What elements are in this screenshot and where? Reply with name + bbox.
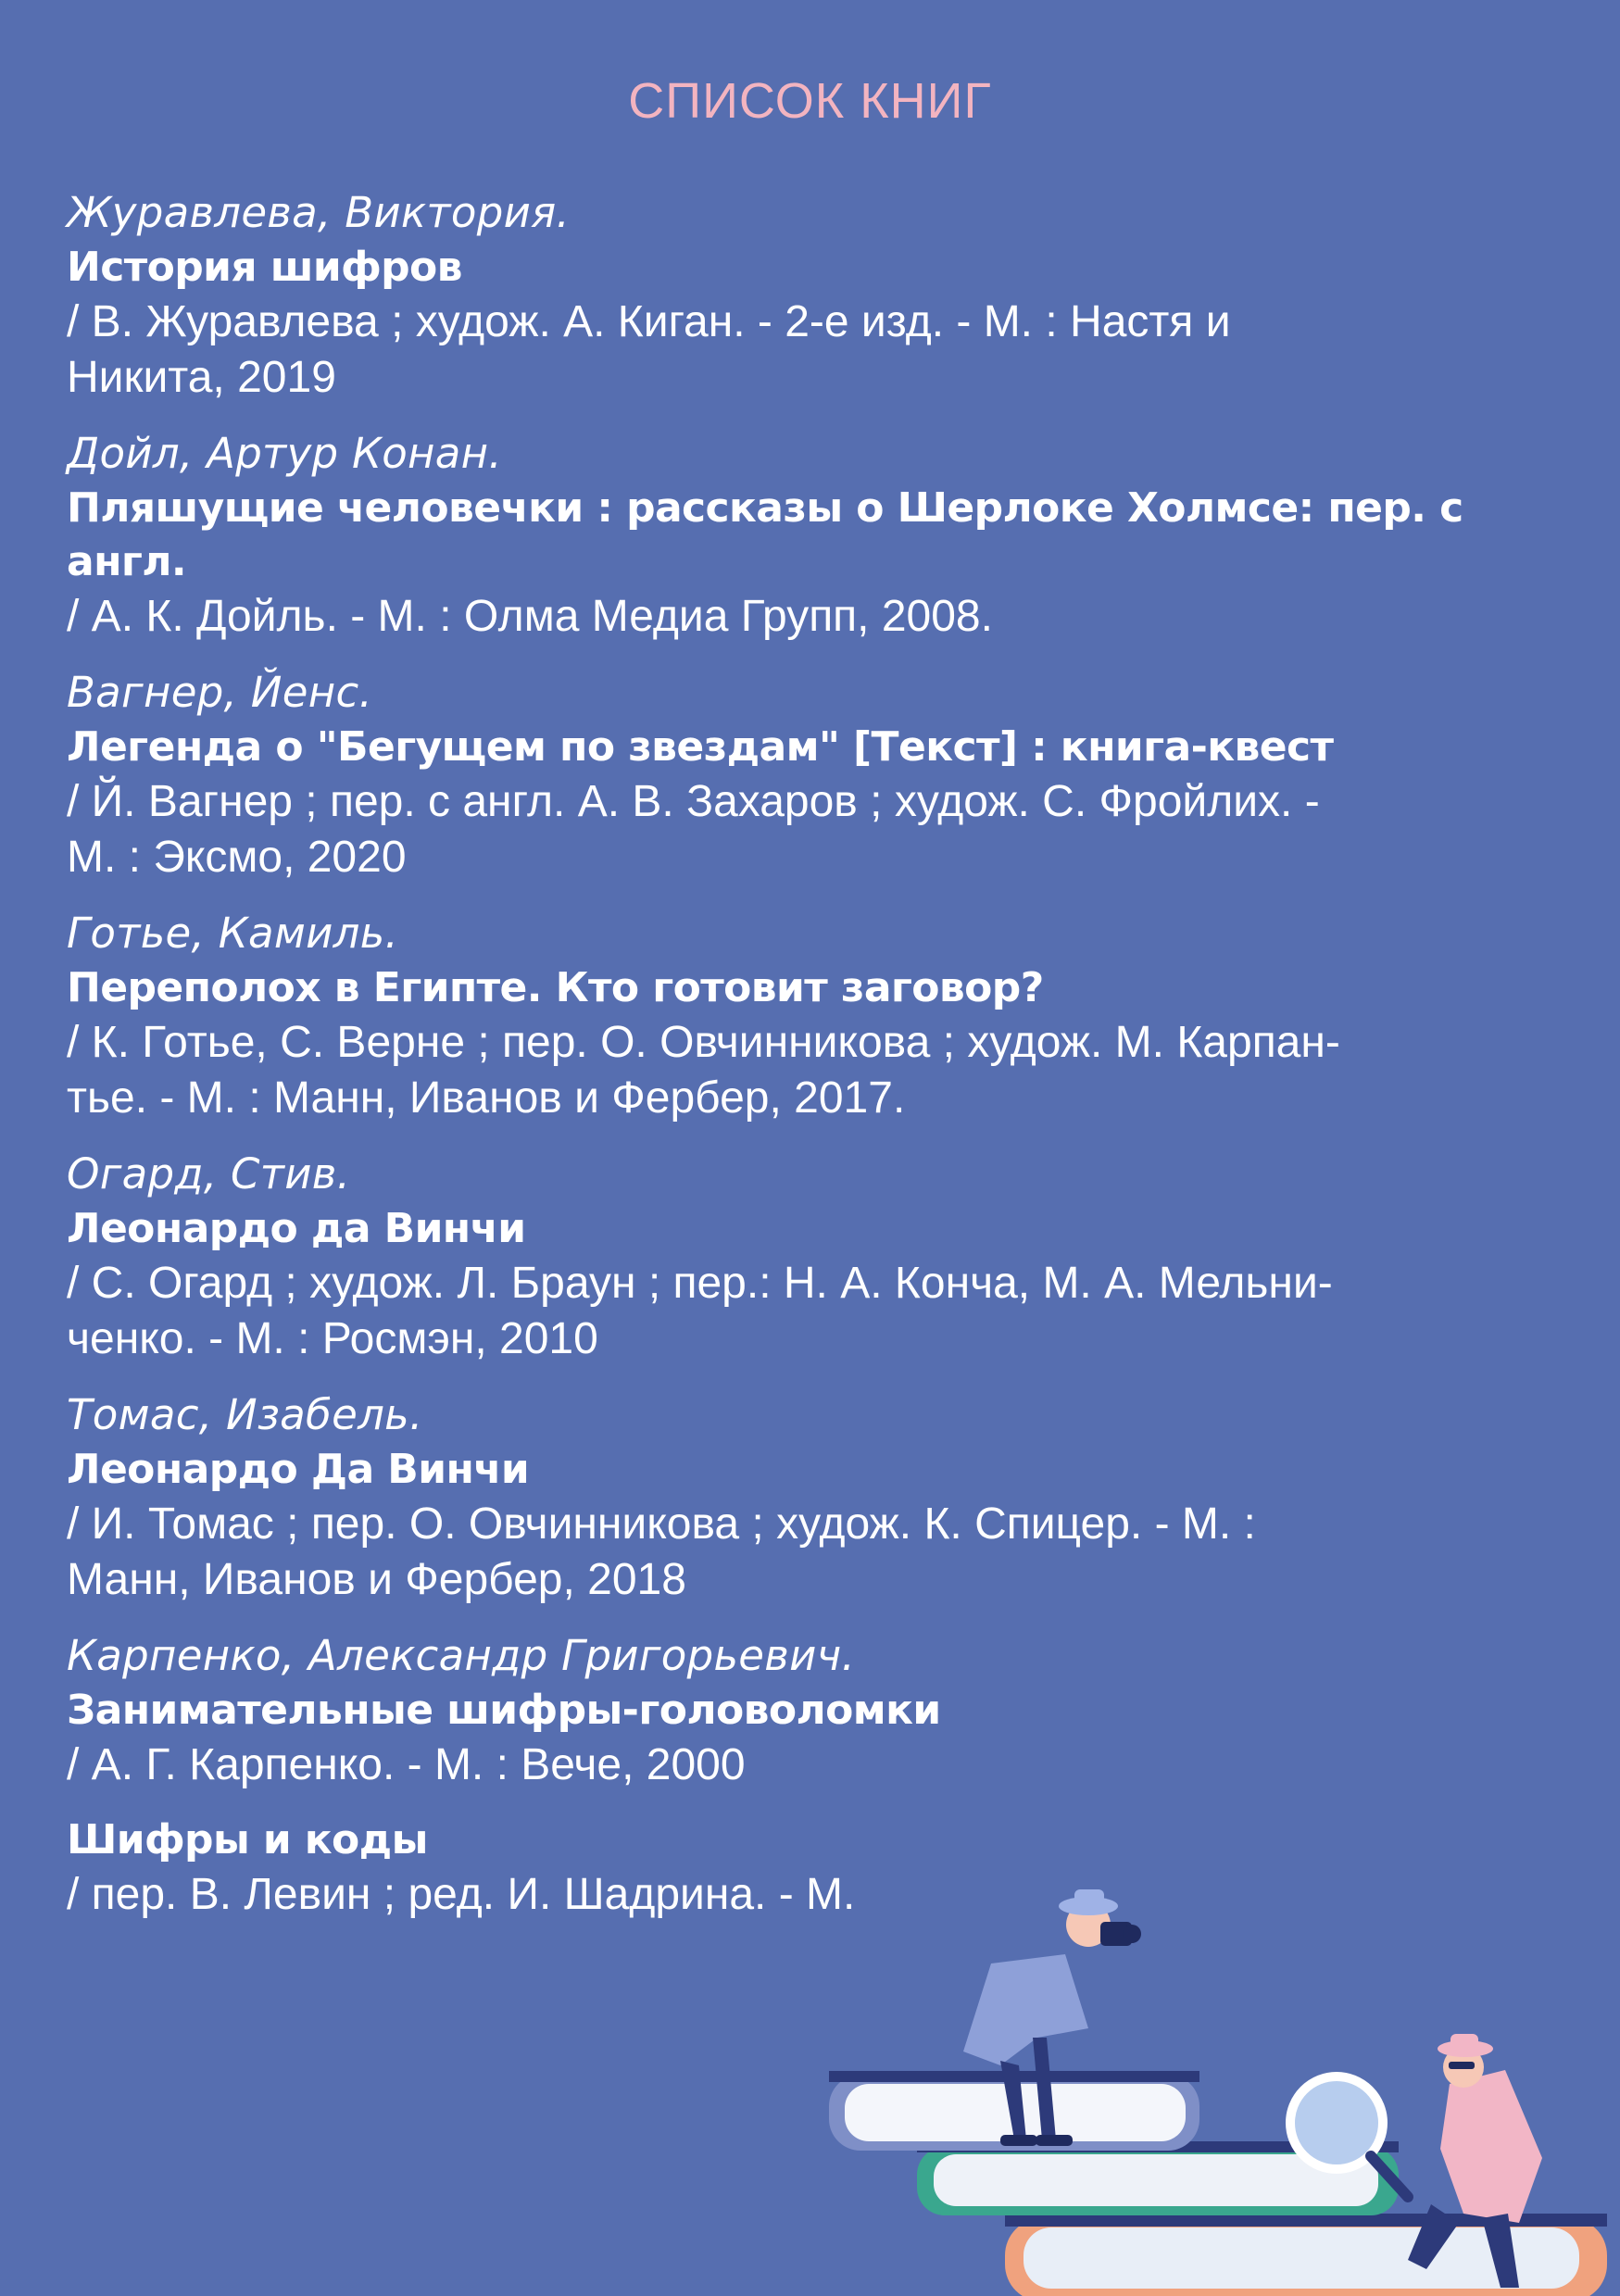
book-title: Леонардо Да Винчи xyxy=(67,1446,530,1493)
book-author: Огард, Стив. xyxy=(67,1149,351,1198)
book-author: Журавлева, Виктория. xyxy=(67,188,571,237)
book-title: Пляшущие человечки : рассказы о Шерлоке Холмсе: пер. с англ. xyxy=(67,484,1463,585)
book-details-line: Никита, 2019 xyxy=(67,353,336,402)
book-details-line: М. : Эксмо, 2020 xyxy=(67,833,407,882)
book-entry xyxy=(67,1387,1576,1608)
book-details-line: / С. Огард ; худож. Л. Браун ; пер.: Н. А. Конча, М. А. Мельни- xyxy=(67,1259,1333,1308)
book-author: Карпенко, Александр Григорьевич. xyxy=(67,1631,856,1680)
book-details-line: / В. Журавлева ; худож. А. Киган. - 2-е изд. - М. : Настя и xyxy=(67,297,1231,346)
book-author: Томас, Изабель. xyxy=(67,1390,423,1439)
book-details-line: / А. Г. Карпенко. - М. : Вече, 2000 xyxy=(67,1740,746,1789)
book-entry xyxy=(67,665,1576,885)
book-details-line: / А. К. Дойль. - М. : Олма Медиа Групп, 2008. xyxy=(67,592,993,641)
book-author: Дойл, Артур Конан. xyxy=(67,429,502,478)
page-title: СПИСОК КНИГ xyxy=(628,73,992,129)
book-details-line: тье. - М. : Манн, Иванов и Фербер, 2017. xyxy=(67,1073,906,1123)
book-author: Вагнер, Йенс. xyxy=(67,668,373,717)
book-list xyxy=(67,185,1576,1943)
book-title: Легенда о "Бегущем по звездам" [Текст] : книга-квест xyxy=(67,723,1334,771)
detectives-on-books-illustration xyxy=(815,1871,1620,2296)
book-details-line: / пер. В. Левин ; ред. И. Шадрина. - М. xyxy=(67,1870,856,1919)
book-entry xyxy=(67,1628,1576,1793)
book-title: Леонардо да Винчи xyxy=(67,1205,526,1252)
book-entry xyxy=(67,1147,1576,1367)
book-entry xyxy=(67,185,1576,406)
book-entry xyxy=(67,426,1576,645)
book-details-line: Манн, Иванов и Фербер, 2018 xyxy=(67,1555,686,1604)
book-details-line: / К. Готье, С. Верне ; пер. О. Овчинникова ; худож. М. Карпан- xyxy=(67,1018,1340,1067)
book-author: Готье, Камиль. xyxy=(67,909,399,958)
book-title: Переполох в Египте. Кто готовит заговор? xyxy=(67,964,1044,1011)
book-title: Шифры и коды xyxy=(67,1816,428,1863)
book-details-line: / Й. Вагнер ; пер. с англ. А. В. Захаров ; худож. С. Фройлих. - xyxy=(67,777,1320,826)
book-title: История шифров xyxy=(67,244,462,291)
book-details-line: ченко. - М. : Росмэн, 2010 xyxy=(67,1314,598,1363)
book-entry xyxy=(67,906,1576,1126)
book-title: Занимательные шифры-головоломки xyxy=(67,1687,941,1734)
book-details-line: / И. Томас ; пер. О. Овчинникова ; худож. К. Спицер. - М. : xyxy=(67,1499,1256,1549)
